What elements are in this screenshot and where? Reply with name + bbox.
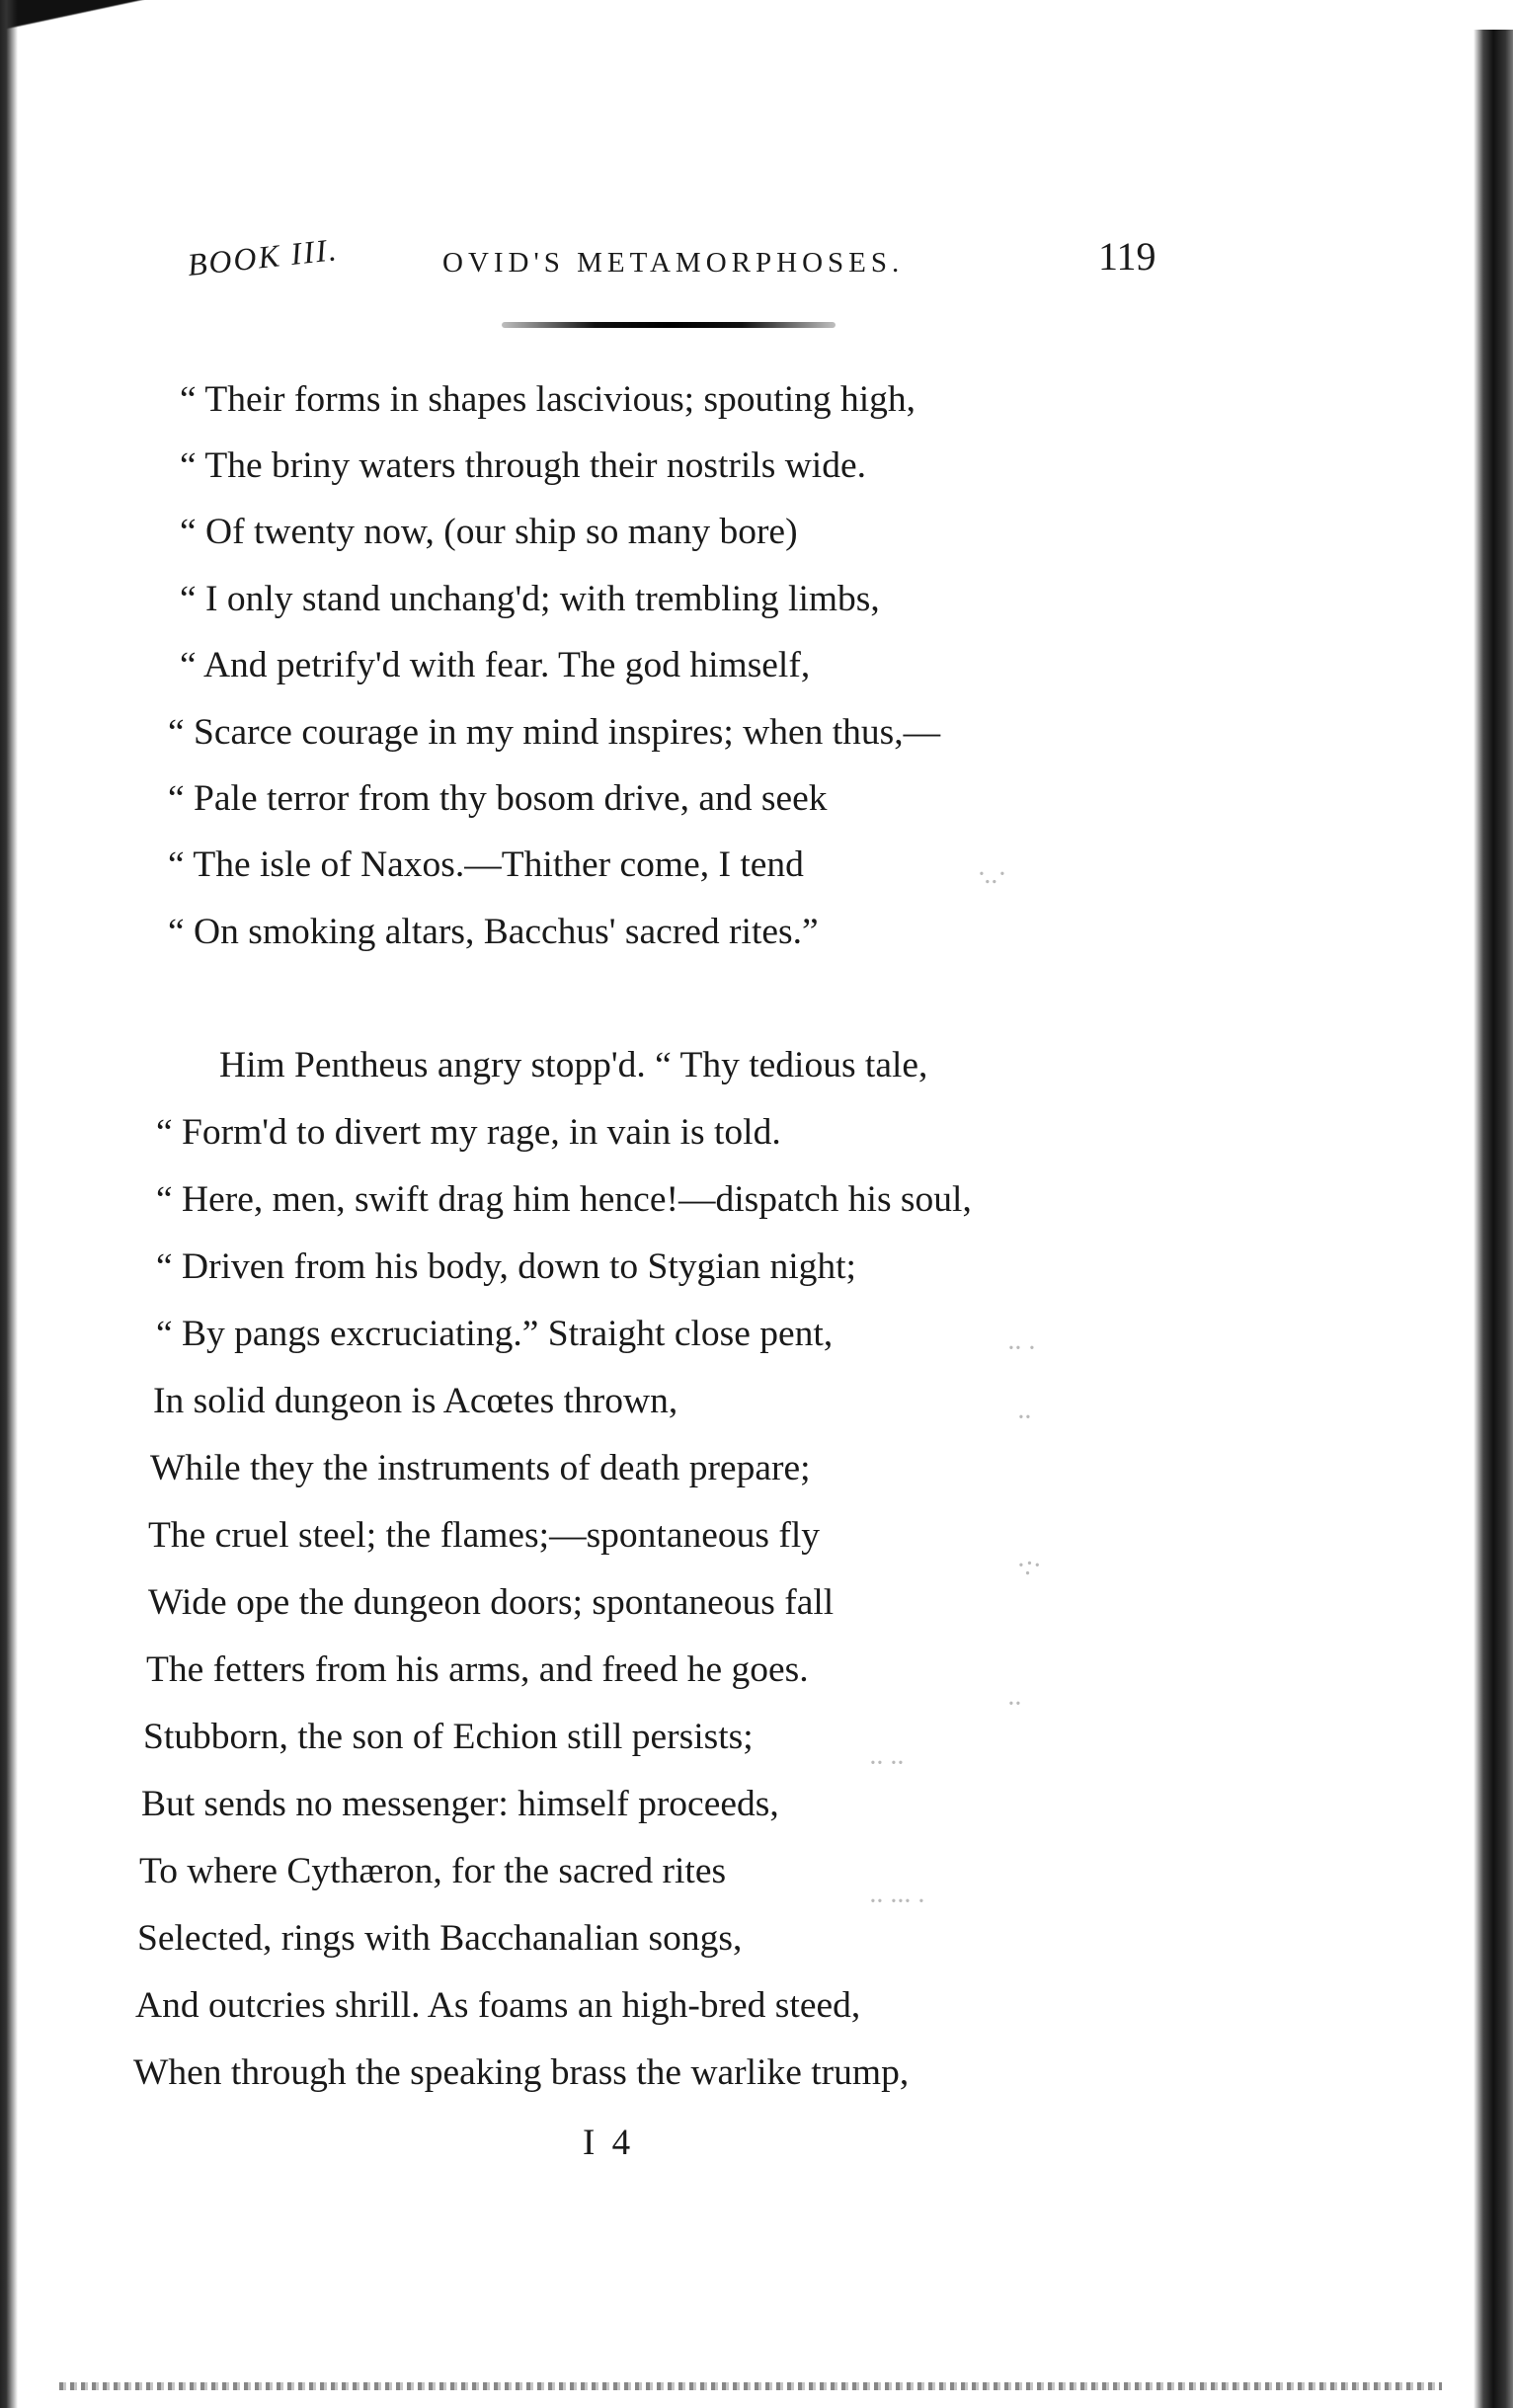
- verse-line: “ Here, men, swift drag him hence!—dispatch his soul,: [156, 1179, 972, 1220]
- verse-line: “ The isle of Naxos.—Thither come, I tend: [168, 844, 804, 885]
- bleed-through-mark: ·..·: [978, 859, 1005, 890]
- running-head-book: BOOK III.: [186, 231, 341, 282]
- page-corner-shadow: [0, 0, 395, 99]
- verse-line: But sends no messenger: himself proceeds,: [141, 1784, 779, 1824]
- page-bottom-edge: [59, 2382, 1442, 2390]
- verse-line: “ Driven from his body, down to Stygian night;: [156, 1246, 856, 1287]
- bleed-through-mark: ··: [1007, 1689, 1021, 1720]
- bleed-through-mark: ·· ··: [869, 1748, 904, 1779]
- verse-line: “ Scarce courage in my mind inspires; when thus,—: [168, 712, 941, 753]
- page-left-edge: [0, 0, 18, 2408]
- verse-line: Him Pentheus angry stopp'd. “ Thy tedious tale,: [219, 1045, 928, 1085]
- verse-line: “ The briny waters through their nostrils wide.: [180, 445, 866, 486]
- verse-line: “ Form'd to divert my rage, in vain is told.: [156, 1112, 781, 1153]
- verse-line: The fetters from his arms, and freed he goes.: [146, 1649, 809, 1690]
- verse-line: Wide ope the dungeon doors; spontaneous fall: [148, 1582, 835, 1623]
- header-rule: [502, 322, 836, 328]
- running-head-title: OVID'S METAMORPHOSES.: [442, 247, 905, 279]
- verse-line: Selected, rings with Bacchanalian songs,: [137, 1918, 743, 1959]
- verse-line: In solid dungeon is Acœtes thrown,: [153, 1381, 678, 1421]
- verse-line: “ By pangs excruciating.” Straight close pent,: [156, 1314, 834, 1354]
- page-gutter-edge: [1473, 30, 1513, 2408]
- page-number: 119: [1098, 234, 1156, 279]
- verse-line: “ And petrify'd with fear. The god himself,: [180, 645, 811, 685]
- verse-line: And outcries shrill. As foams an high-bred steed,: [135, 1985, 861, 2026]
- bleed-through-mark: ·· ··· ·: [869, 1886, 924, 1917]
- verse-line: Stubborn, the son of Echion still persists;: [143, 1717, 754, 1757]
- verse-line: The cruel steel; the flames;—spontaneous fly: [148, 1515, 820, 1556]
- verse-line: “ Of twenty now, (our ship so many bore): [180, 512, 798, 552]
- verse-line: “ Their forms in shapes lascivious; spouting high,: [180, 379, 916, 420]
- verse-line: To where Cythæron, for the sacred rites: [139, 1851, 727, 1891]
- bleed-through-mark: ·:·: [1017, 1551, 1041, 1581]
- verse-line: “ I only stand unchang'd; with trembling limbs,: [180, 579, 880, 619]
- verse-line: “ On smoking altars, Bacchus' sacred rites.”: [168, 912, 819, 952]
- bleed-through-mark: ·· ·: [1007, 1333, 1035, 1364]
- verse-line: While they the instruments of death prepare;: [150, 1448, 811, 1488]
- bleed-through-mark: ··: [1017, 1403, 1031, 1433]
- catchword-signature: I 4: [583, 2123, 635, 2163]
- verse-line: “ Pale terror from thy bosom drive, and seek: [168, 778, 828, 819]
- verse-line: When through the speaking brass the warlike trump,: [133, 2052, 910, 2093]
